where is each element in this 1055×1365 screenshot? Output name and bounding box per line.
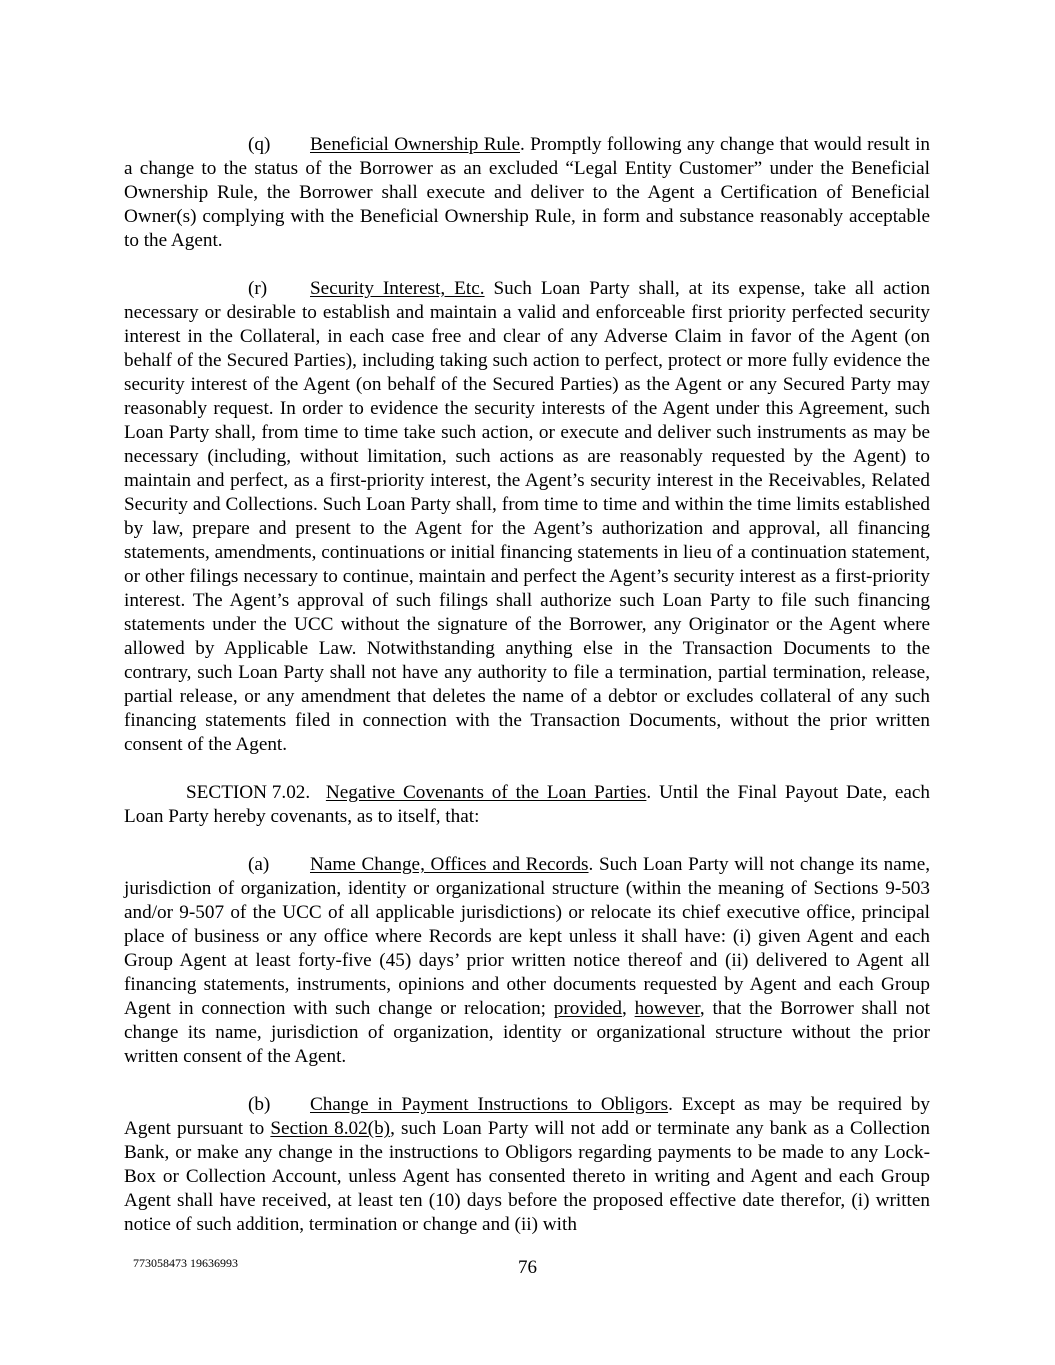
item-heading: Beneficial Ownership Rule <box>310 134 520 155</box>
section-heading: Negative Covenants of the Loan Parties <box>325 782 647 803</box>
item-label: (r) <box>248 278 268 299</box>
section-7-02 <box>124 781 930 829</box>
item-heading: Name Change, Offices and Records <box>310 854 589 875</box>
section-text: . Until the Final Payout Date, each Loan Party hereby covenants, as to itself, that: <box>124 782 930 827</box>
item-label: (a) <box>248 854 270 875</box>
document-body <box>124 133 930 1261</box>
item-label: (q) <box>248 134 271 155</box>
item-text-cont: , such Loan Party will not add or terminate any bank as a Collection Bank, or make any change in the instructions to Obligors regarding payments to be made to any Lock-Box or Collection Account, unless Agent has consented thereto in writing and Agent and each Group Agent shall have received, at least ten (10) days before the proposed effective date therefor, (i) written notice of such addition, termination or change and (ii) with <box>124 1118 930 1235</box>
document-id: 773058473 19636993 <box>133 1256 238 1270</box>
section-label: SECTION 7.02. <box>186 782 311 803</box>
item-label: (b) <box>248 1094 271 1115</box>
provided-term: provided <box>553 998 622 1019</box>
paragraph-q <box>124 133 930 253</box>
item-text: . Such Loan Party will not change its name, jurisdiction of organization, identity or organizational structure (within the meaning of Sections 9-503 and/or 9-507 of the UCC of all applicable jurisdictions) or relocate its chief executive office, principal place of business or any office where Records are kept unless it shall have: (i) given Agent and each Group Agent at least forty-five (45) days’ prior written notice thereof and (ii) delivered to Agent all financing statements, instruments, opinions and other documents requested by Agent and each Group Agent in connection with such change or relocation; <box>124 854 931 1019</box>
item-heading: Security Interest, Etc. <box>310 278 485 299</box>
section-reference: Section 8.02(b) <box>270 1118 391 1139</box>
paragraph-b <box>124 1093 930 1237</box>
item-text: . Except as may be required by Agent pursuant to <box>124 1094 930 1139</box>
paragraph-r <box>124 277 930 757</box>
paragraph-a: (a) Name Change, Offices and Records. Such Loan Party will not change its name, jurisdiction of organization, identity or organizational structure (within the meaning of Sections 9-503 and/or 9-507 of the UCC of all applicable jurisdictions) or relocate its chief executive office, principal place of business or any office where Records are kept unless it shall have: (i) given Agent and each Group Agent at least forty-five (45) days’ prior written notice thereof and (ii) delivered to Agent all financing statements, instruments, opinions and other documents requested by Agent and each Group Agent in connection with such change or relocation; provided, however, that the Borrower shall not change its name, jurisdiction of organization, identity or organizational structure without the prior written consent of the Agent. <box>124 854 931 1067</box>
item-text: . Promptly following any change that would result in a change to the status of the Borrower as an excluded “Legal Entity Customer” under the Beneficial Ownership Rule, the Borrower shall execute and deliver to the Agent a Certification of Beneficial Owner(s) complying with the Beneficial Ownership Rule, in form and substance reasonably acceptable to the Agent. <box>124 134 931 251</box>
item-heading: Change in Payment Instructions to Obligors <box>310 1094 669 1115</box>
page-number: 76 <box>518 1257 537 1278</box>
item-text-cont: , that the Borrower shall not change its name, jurisdiction of organization, identity or organizational structure without the prior written consent of the Agent. <box>124 998 931 1067</box>
item-text: Such Loan Party shall, at its expense, take all action necessary or desirable to establish and maintain a valid and enforceable first priority perfected security interest in the Collateral, in each case free and clear of any Adverse Claim in favor of the Agent (on behalf of the Secured Parties), including taking such action to perfect, protect or more fully evidence the security interest of the Agent (on behalf of the Secured Parties) as the Agent or any Secured Party may reasonably request. In order to evidence the security interests of the Agent under this Agreement, such Loan Party shall, from time to time take such action, or execute and deliver such instruments as may be necessary (including, without limitation, such actions as are reasonably requested by the Agent) to maintain and perfect, as a first-priority interest, the Agent’s security interest in the Receivables, Related Security and Collections. Such Loan Party shall, from time to time and within the time limits established by law, prepare and present to the Agent for the Agent’s authorization and approval, all financing statements, amendments, continuations or initial financing statements in lieu of a continuation statement, or other filings necessary to continue, maintain and perfect the Agent’s security interest as a first-priority interest. The Agent’s approval of such filings shall authorize such Loan Party to file such financing statements under the UCC without the signature of the Borrower, any Originator or the Agent where allowed by Applicable Law. Notwithstanding anything else in the Transaction Documents to the contrary, such Loan Party shall not have any authority to file a termination, partial termination, release, partial release, or any amendment that deletes the name of a debtor or excludes collateral of any such financing statements filed in connection with the Transaction Documents, without the prior written consent of the Agent. <box>124 278 930 755</box>
however-term: however <box>634 998 700 1019</box>
